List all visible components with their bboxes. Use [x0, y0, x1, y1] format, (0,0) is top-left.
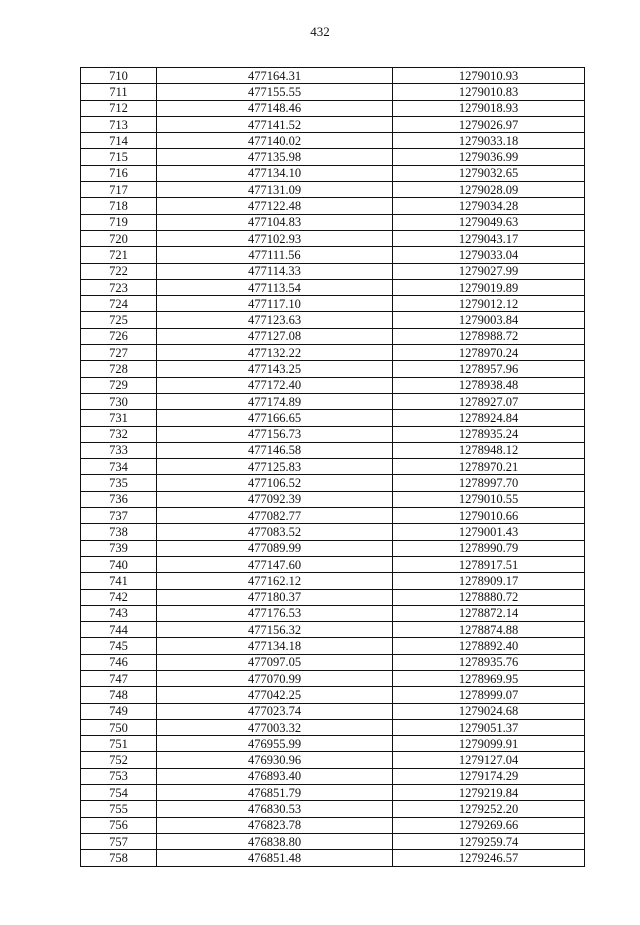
point-number-cell: 718 — [81, 198, 157, 214]
table-row — [81, 491, 585, 507]
point-number-cell: 731 — [81, 410, 157, 426]
table-row — [81, 426, 585, 442]
x-coordinate-cell: 476823.78 — [157, 817, 393, 833]
x-coordinate-cell: 477143.25 — [157, 361, 393, 377]
x-coordinate-cell: 477162.12 — [157, 573, 393, 589]
y-coordinate-cell: 1279018.93 — [393, 100, 585, 116]
point-number-cell: 729 — [81, 377, 157, 393]
y-coordinate-cell: 1278924.84 — [393, 410, 585, 426]
x-coordinate-cell: 477089.99 — [157, 540, 393, 556]
x-coordinate-cell: 477102.93 — [157, 230, 393, 246]
point-number-cell: 750 — [81, 719, 157, 735]
table-row — [81, 540, 585, 556]
x-coordinate-cell: 477082.77 — [157, 508, 393, 524]
table-row — [81, 328, 585, 344]
point-number-cell: 712 — [81, 100, 157, 116]
table-row — [81, 116, 585, 132]
y-coordinate-cell: 1278874.88 — [393, 622, 585, 638]
x-coordinate-cell: 477125.83 — [157, 459, 393, 475]
point-number-cell: 730 — [81, 393, 157, 409]
x-coordinate-cell: 476838.80 — [157, 833, 393, 849]
y-coordinate-cell: 1279219.84 — [393, 785, 585, 801]
point-number-cell: 734 — [81, 459, 157, 475]
table-row — [81, 638, 585, 654]
table-row — [81, 100, 585, 116]
table-row — [81, 165, 585, 181]
x-coordinate-cell: 477147.60 — [157, 556, 393, 572]
x-coordinate-cell: 477083.52 — [157, 524, 393, 540]
x-coordinate-cell: 477172.40 — [157, 377, 393, 393]
table-row — [81, 589, 585, 605]
point-number-cell: 751 — [81, 736, 157, 752]
x-coordinate-cell: 477180.37 — [157, 589, 393, 605]
table-row — [81, 703, 585, 719]
x-coordinate-cell: 477131.09 — [157, 182, 393, 198]
y-coordinate-cell: 1279010.93 — [393, 68, 585, 84]
x-coordinate-cell: 476851.79 — [157, 785, 393, 801]
point-number-cell: 757 — [81, 833, 157, 849]
table-row — [81, 296, 585, 312]
table-row — [81, 345, 585, 361]
table-row — [81, 247, 585, 263]
table-row — [81, 459, 585, 475]
x-coordinate-cell: 477146.58 — [157, 442, 393, 458]
x-coordinate-cell: 477141.52 — [157, 116, 393, 132]
point-number-cell: 752 — [81, 752, 157, 768]
table-row — [81, 475, 585, 491]
point-number-cell: 722 — [81, 263, 157, 279]
point-number-cell: 716 — [81, 165, 157, 181]
x-coordinate-cell: 477104.83 — [157, 214, 393, 230]
x-coordinate-cell: 477114.33 — [157, 263, 393, 279]
table-row — [81, 752, 585, 768]
y-coordinate-cell: 1279033.18 — [393, 133, 585, 149]
point-number-cell: 717 — [81, 182, 157, 198]
y-coordinate-cell: 1279049.63 — [393, 214, 585, 230]
point-number-cell: 749 — [81, 703, 157, 719]
table-row — [81, 279, 585, 295]
point-number-cell: 756 — [81, 817, 157, 833]
table-row — [81, 68, 585, 84]
point-number-cell: 721 — [81, 247, 157, 263]
x-coordinate-cell: 477097.05 — [157, 654, 393, 670]
x-coordinate-cell: 477123.63 — [157, 312, 393, 328]
table-row — [81, 719, 585, 735]
x-coordinate-cell: 477127.08 — [157, 328, 393, 344]
point-number-cell: 725 — [81, 312, 157, 328]
point-number-cell: 719 — [81, 214, 157, 230]
point-number-cell: 736 — [81, 491, 157, 507]
table-row — [81, 768, 585, 784]
table-row — [81, 361, 585, 377]
table-row — [81, 133, 585, 149]
y-coordinate-cell: 1278927.07 — [393, 393, 585, 409]
x-coordinate-cell: 476851.48 — [157, 850, 393, 866]
y-coordinate-cell: 1279127.04 — [393, 752, 585, 768]
table-row — [81, 785, 585, 801]
table-row — [81, 263, 585, 279]
y-coordinate-cell: 1279012.12 — [393, 296, 585, 312]
point-number-cell: 742 — [81, 589, 157, 605]
point-number-cell: 714 — [81, 133, 157, 149]
x-coordinate-cell: 477140.02 — [157, 133, 393, 149]
point-number-cell: 711 — [81, 84, 157, 100]
table-row — [81, 654, 585, 670]
x-coordinate-cell: 476955.99 — [157, 736, 393, 752]
table-row — [81, 442, 585, 458]
table-row — [81, 850, 585, 866]
table-row — [81, 622, 585, 638]
point-number-cell: 733 — [81, 442, 157, 458]
table-row — [81, 833, 585, 849]
point-number-cell: 747 — [81, 670, 157, 686]
y-coordinate-cell: 1279026.97 — [393, 116, 585, 132]
y-coordinate-cell: 1278917.51 — [393, 556, 585, 572]
point-number-cell: 737 — [81, 508, 157, 524]
point-number-cell: 754 — [81, 785, 157, 801]
y-coordinate-cell: 1279174.29 — [393, 768, 585, 784]
point-number-cell: 746 — [81, 654, 157, 670]
y-coordinate-cell: 1279003.84 — [393, 312, 585, 328]
y-coordinate-cell: 1278909.17 — [393, 573, 585, 589]
y-coordinate-cell: 1279010.66 — [393, 508, 585, 524]
point-number-cell: 738 — [81, 524, 157, 540]
y-coordinate-cell: 1279252.20 — [393, 801, 585, 817]
y-coordinate-cell: 1279033.04 — [393, 247, 585, 263]
page-number: 432 — [310, 24, 330, 39]
point-number-cell: 720 — [81, 230, 157, 246]
x-coordinate-cell: 477023.74 — [157, 703, 393, 719]
y-coordinate-cell: 1278970.24 — [393, 345, 585, 361]
x-coordinate-cell: 477148.46 — [157, 100, 393, 116]
y-coordinate-cell: 1279032.65 — [393, 165, 585, 181]
y-coordinate-cell: 1278988.72 — [393, 328, 585, 344]
table-row — [81, 182, 585, 198]
y-coordinate-cell: 1278892.40 — [393, 638, 585, 654]
y-coordinate-cell: 1278957.96 — [393, 361, 585, 377]
table-row — [81, 573, 585, 589]
y-coordinate-cell: 1278999.07 — [393, 687, 585, 703]
y-coordinate-cell: 1278872.14 — [393, 605, 585, 621]
y-coordinate-cell: 1279269.66 — [393, 817, 585, 833]
table-row — [81, 230, 585, 246]
point-number-cell: 727 — [81, 345, 157, 361]
y-coordinate-cell: 1278970.21 — [393, 459, 585, 475]
x-coordinate-cell: 477106.52 — [157, 475, 393, 491]
y-coordinate-cell: 1279246.57 — [393, 850, 585, 866]
y-coordinate-cell: 1278948.12 — [393, 442, 585, 458]
point-number-cell: 739 — [81, 540, 157, 556]
x-coordinate-cell: 476893.40 — [157, 768, 393, 784]
table-row — [81, 670, 585, 686]
table-row — [81, 214, 585, 230]
x-coordinate-cell: 477042.25 — [157, 687, 393, 703]
point-number-cell: 728 — [81, 361, 157, 377]
x-coordinate-cell: 477166.65 — [157, 410, 393, 426]
coordinates-table — [80, 67, 585, 867]
x-coordinate-cell: 477176.53 — [157, 605, 393, 621]
x-coordinate-cell: 476830.53 — [157, 801, 393, 817]
table-row — [81, 198, 585, 214]
x-coordinate-cell: 477113.54 — [157, 279, 393, 295]
point-number-cell: 735 — [81, 475, 157, 491]
point-number-cell: 744 — [81, 622, 157, 638]
y-coordinate-cell: 1279034.28 — [393, 198, 585, 214]
point-number-cell: 724 — [81, 296, 157, 312]
y-coordinate-cell: 1279099.91 — [393, 736, 585, 752]
x-coordinate-cell: 477070.99 — [157, 670, 393, 686]
table-row — [81, 817, 585, 833]
table-row — [81, 149, 585, 165]
point-number-cell: 723 — [81, 279, 157, 295]
table-row — [81, 393, 585, 409]
coordinates-table-body — [81, 68, 585, 867]
table-row — [81, 377, 585, 393]
y-coordinate-cell: 1279259.74 — [393, 833, 585, 849]
x-coordinate-cell: 477117.10 — [157, 296, 393, 312]
x-coordinate-cell: 476930.96 — [157, 752, 393, 768]
x-coordinate-cell: 477135.98 — [157, 149, 393, 165]
x-coordinate-cell: 477156.73 — [157, 426, 393, 442]
point-number-cell: 713 — [81, 116, 157, 132]
point-number-cell: 740 — [81, 556, 157, 572]
x-coordinate-cell: 477156.32 — [157, 622, 393, 638]
point-number-cell: 710 — [81, 68, 157, 84]
y-coordinate-cell: 1279001.43 — [393, 524, 585, 540]
y-coordinate-cell: 1279051.37 — [393, 719, 585, 735]
y-coordinate-cell: 1278935.76 — [393, 654, 585, 670]
x-coordinate-cell: 477174.89 — [157, 393, 393, 409]
y-coordinate-cell: 1279010.83 — [393, 84, 585, 100]
point-number-cell: 726 — [81, 328, 157, 344]
y-coordinate-cell: 1279019.89 — [393, 279, 585, 295]
x-coordinate-cell: 477092.39 — [157, 491, 393, 507]
point-number-cell: 732 — [81, 426, 157, 442]
point-number-cell: 753 — [81, 768, 157, 784]
y-coordinate-cell: 1278938.48 — [393, 377, 585, 393]
table-row — [81, 410, 585, 426]
x-coordinate-cell: 477155.55 — [157, 84, 393, 100]
y-coordinate-cell: 1279027.99 — [393, 263, 585, 279]
y-coordinate-cell: 1278880.72 — [393, 589, 585, 605]
table-row — [81, 84, 585, 100]
x-coordinate-cell: 477164.31 — [157, 68, 393, 84]
y-coordinate-cell: 1279028.09 — [393, 182, 585, 198]
y-coordinate-cell: 1278990.79 — [393, 540, 585, 556]
point-number-cell: 715 — [81, 149, 157, 165]
y-coordinate-cell: 1279036.99 — [393, 149, 585, 165]
y-coordinate-cell: 1279010.55 — [393, 491, 585, 507]
point-number-cell: 745 — [81, 638, 157, 654]
table-row — [81, 556, 585, 572]
x-coordinate-cell: 477132.22 — [157, 345, 393, 361]
table-row — [81, 801, 585, 817]
y-coordinate-cell: 1279024.68 — [393, 703, 585, 719]
table-row — [81, 524, 585, 540]
table-row — [81, 605, 585, 621]
x-coordinate-cell: 477134.18 — [157, 638, 393, 654]
table-row — [81, 508, 585, 524]
y-coordinate-cell: 1278969.95 — [393, 670, 585, 686]
y-coordinate-cell: 1278997.70 — [393, 475, 585, 491]
point-number-cell: 741 — [81, 573, 157, 589]
y-coordinate-cell: 1279043.17 — [393, 230, 585, 246]
point-number-cell: 755 — [81, 801, 157, 817]
point-number-cell: 748 — [81, 687, 157, 703]
table-row — [81, 312, 585, 328]
table-row — [81, 736, 585, 752]
x-coordinate-cell: 477134.10 — [157, 165, 393, 181]
x-coordinate-cell: 477111.56 — [157, 247, 393, 263]
point-number-cell: 758 — [81, 850, 157, 866]
point-number-cell: 743 — [81, 605, 157, 621]
x-coordinate-cell: 477122.48 — [157, 198, 393, 214]
x-coordinate-cell: 477003.32 — [157, 719, 393, 735]
table-row — [81, 687, 585, 703]
y-coordinate-cell: 1278935.24 — [393, 426, 585, 442]
